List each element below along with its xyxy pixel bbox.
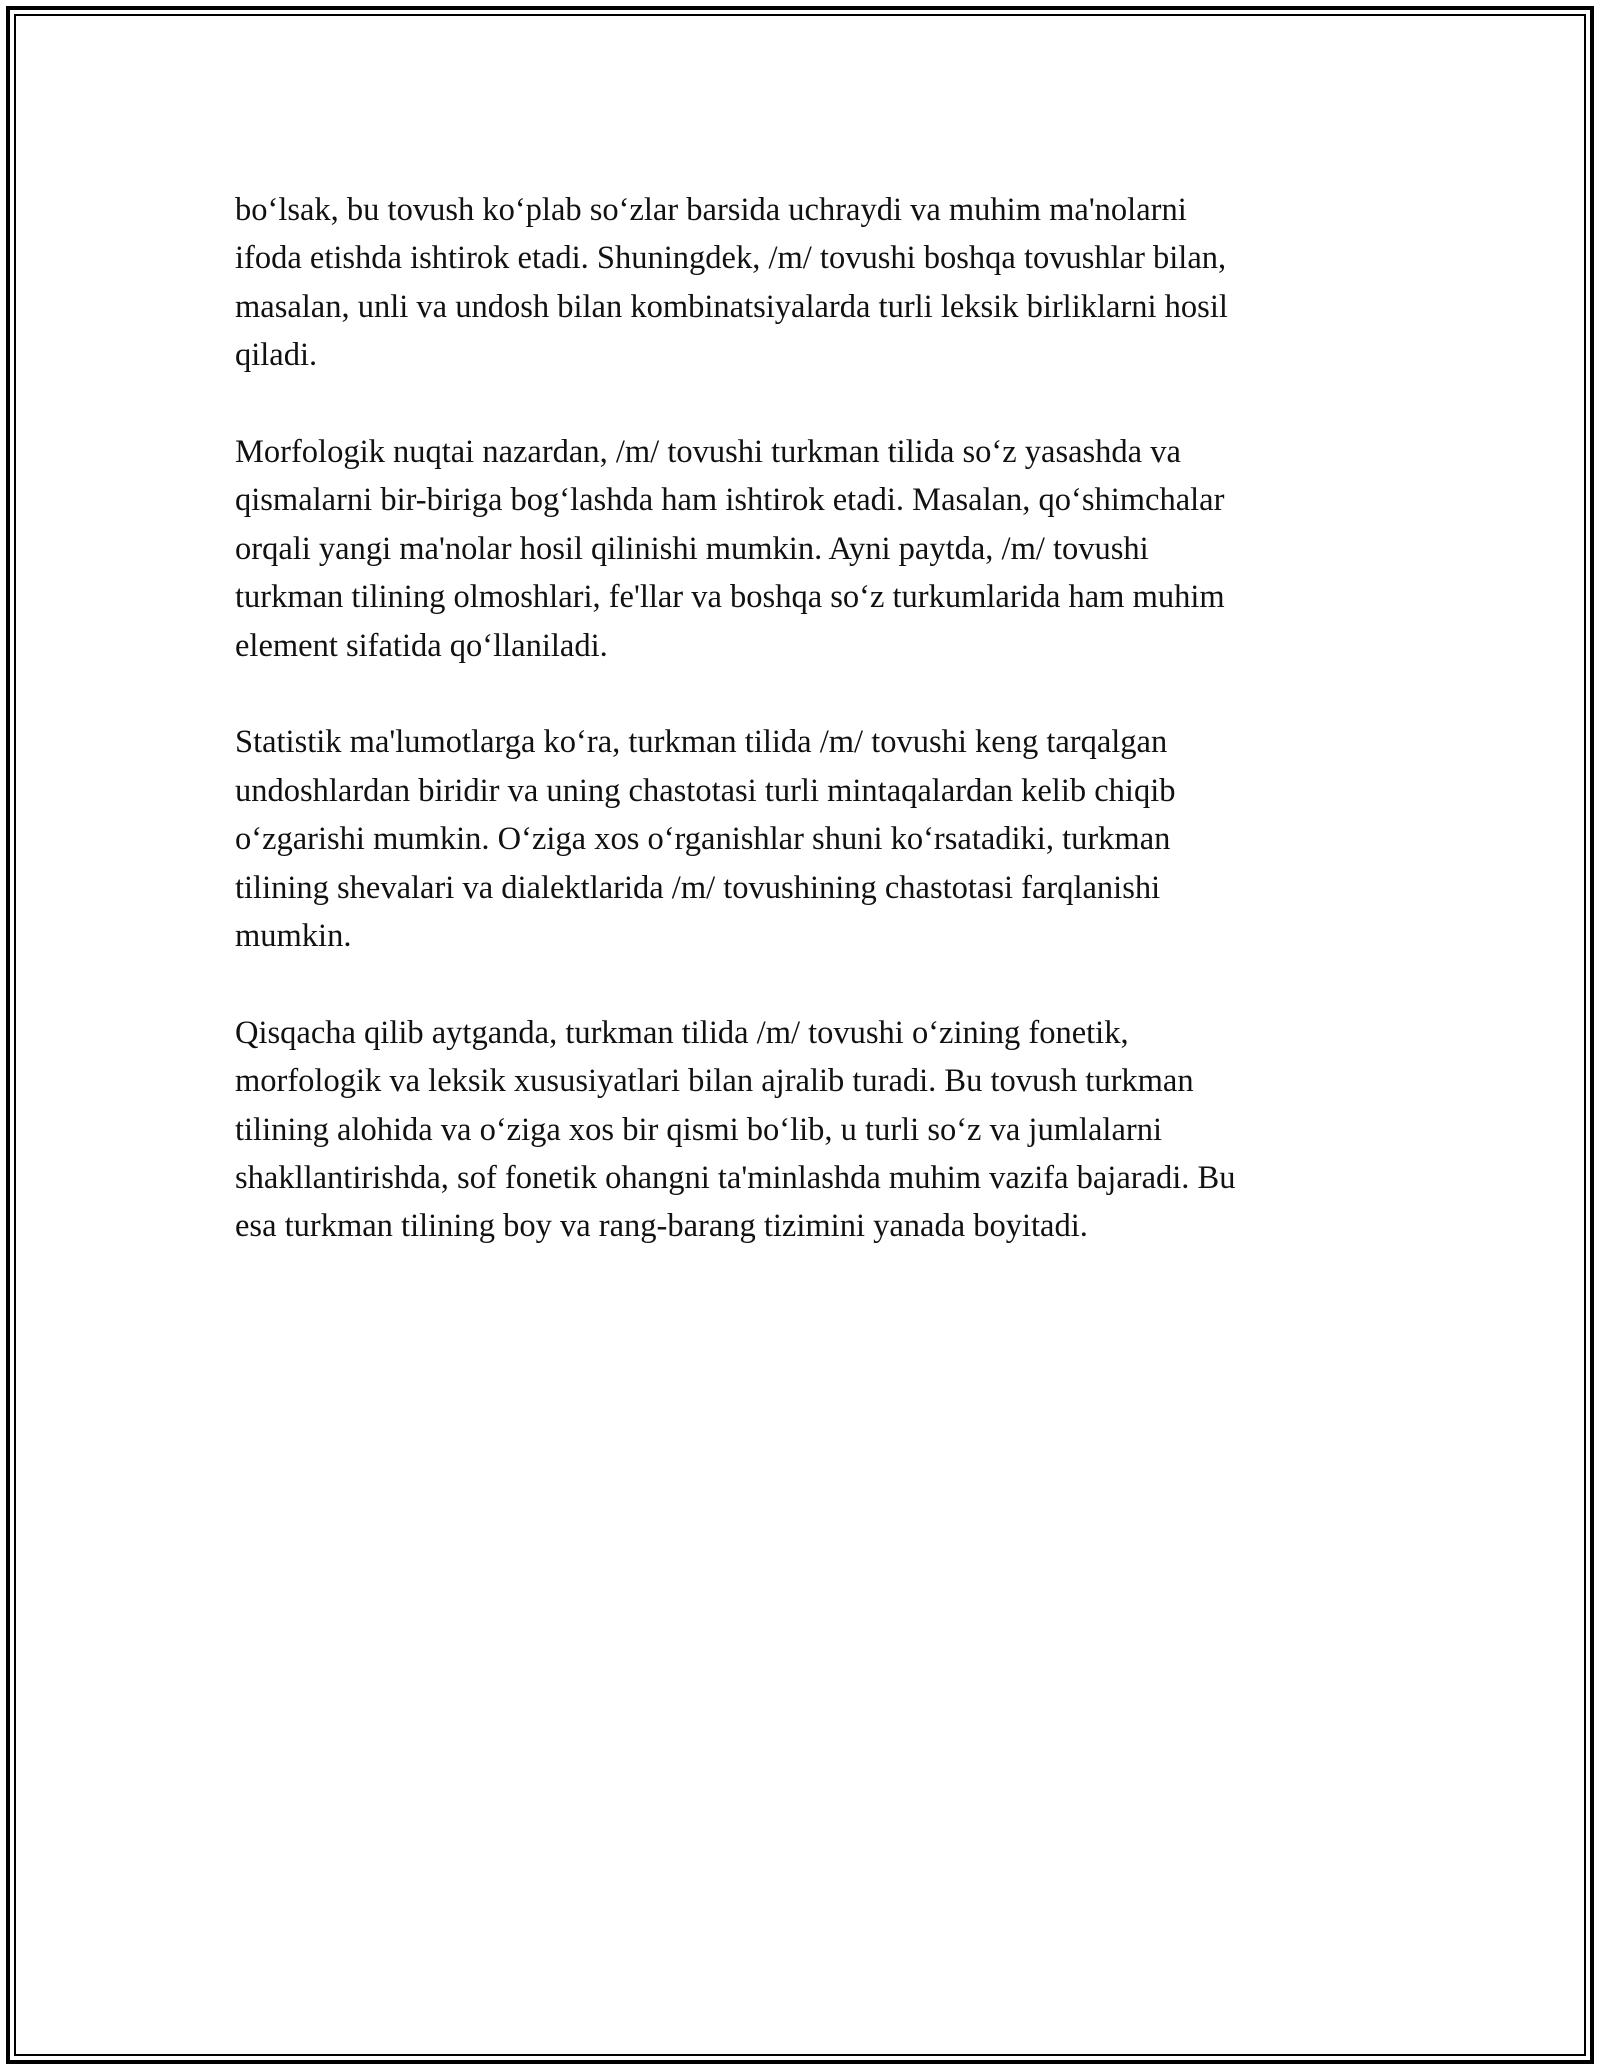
text-line: esa turkman tilining boy va rang-barang tizimini yanada boyitadi. — [235, 1208, 1088, 1245]
text-line: orqali yangi ma'nolar hosil qilinishi mumkin. Ayni paytda, /m/ tovushi — [235, 530, 1149, 567]
document-body — [235, 186, 1375, 1299]
text-line: Morfologik nuqtai nazardan, /m/ tovushi turkman tilida so‘z yasashda va — [235, 434, 1181, 471]
paragraph-3 — [235, 718, 1375, 960]
text-line: o‘zgarishi mumkin. O‘ziga xos o‘rganishlar shuni ko‘rsatadiki, turkman — [235, 821, 1171, 858]
text-line: Statistik ma'lumotlarga ko‘ra, turkman tilida /m/ tovushi keng tarqalgan — [235, 724, 1168, 761]
text-line: ifoda etishda ishtirok etadi. Shuningdek, /m/ tovushi boshqa tovushlar bilan, — [235, 240, 1227, 277]
text-line: mumkin. — [235, 918, 352, 955]
text-line: tilining shevalari va dialektlarida /m/ tovushining chastotasi farqlanishi — [235, 869, 1161, 906]
paragraph-4 — [235, 1009, 1375, 1251]
text-line: masalan, unli va undosh bilan kombinatsiyalarda turli leksik birliklarni hosil — [235, 288, 1228, 325]
text-line: qismalarni bir-biriga bog‘lashda ham ishtirok etadi. Masalan, qo‘shimchalar — [235, 482, 1225, 519]
text-line: tilining alohida va o‘ziga xos bir qismi bo‘lib, u turli so‘z va jumlalarni — [235, 1111, 1162, 1148]
text-line: turkman tilining olmoshlari, fe'llar va boshqa so‘z turkumlarida ham muhim — [235, 579, 1225, 616]
text-line: qiladi. — [235, 337, 318, 374]
text-line: bo‘lsak, bu tovush ko‘plab so‘zlar barsida uchraydi va muhim ma'nolarni — [235, 192, 1187, 228]
text-line: shakllantirishda, sof fonetik ohangni ta'minlashda muhim vazifa bajaradi. Bu — [235, 1160, 1236, 1197]
text-line: element sifatida qo‘llaniladi. — [235, 627, 608, 664]
text-line: Qisqacha qilib aytganda, turkman tilida /m/ tovushi o‘zining fonetik, — [235, 1014, 1129, 1051]
text-line: undoshlardan biridir va uning chastotasi turli mintaqalardan kelib chiqib — [235, 772, 1176, 809]
text-line: morfologik va leksik xususiyatlari bilan ajralib turadi. Bu tovush turkman — [235, 1063, 1194, 1100]
paragraph-1 — [235, 186, 1375, 380]
paragraph-2 — [235, 428, 1375, 670]
